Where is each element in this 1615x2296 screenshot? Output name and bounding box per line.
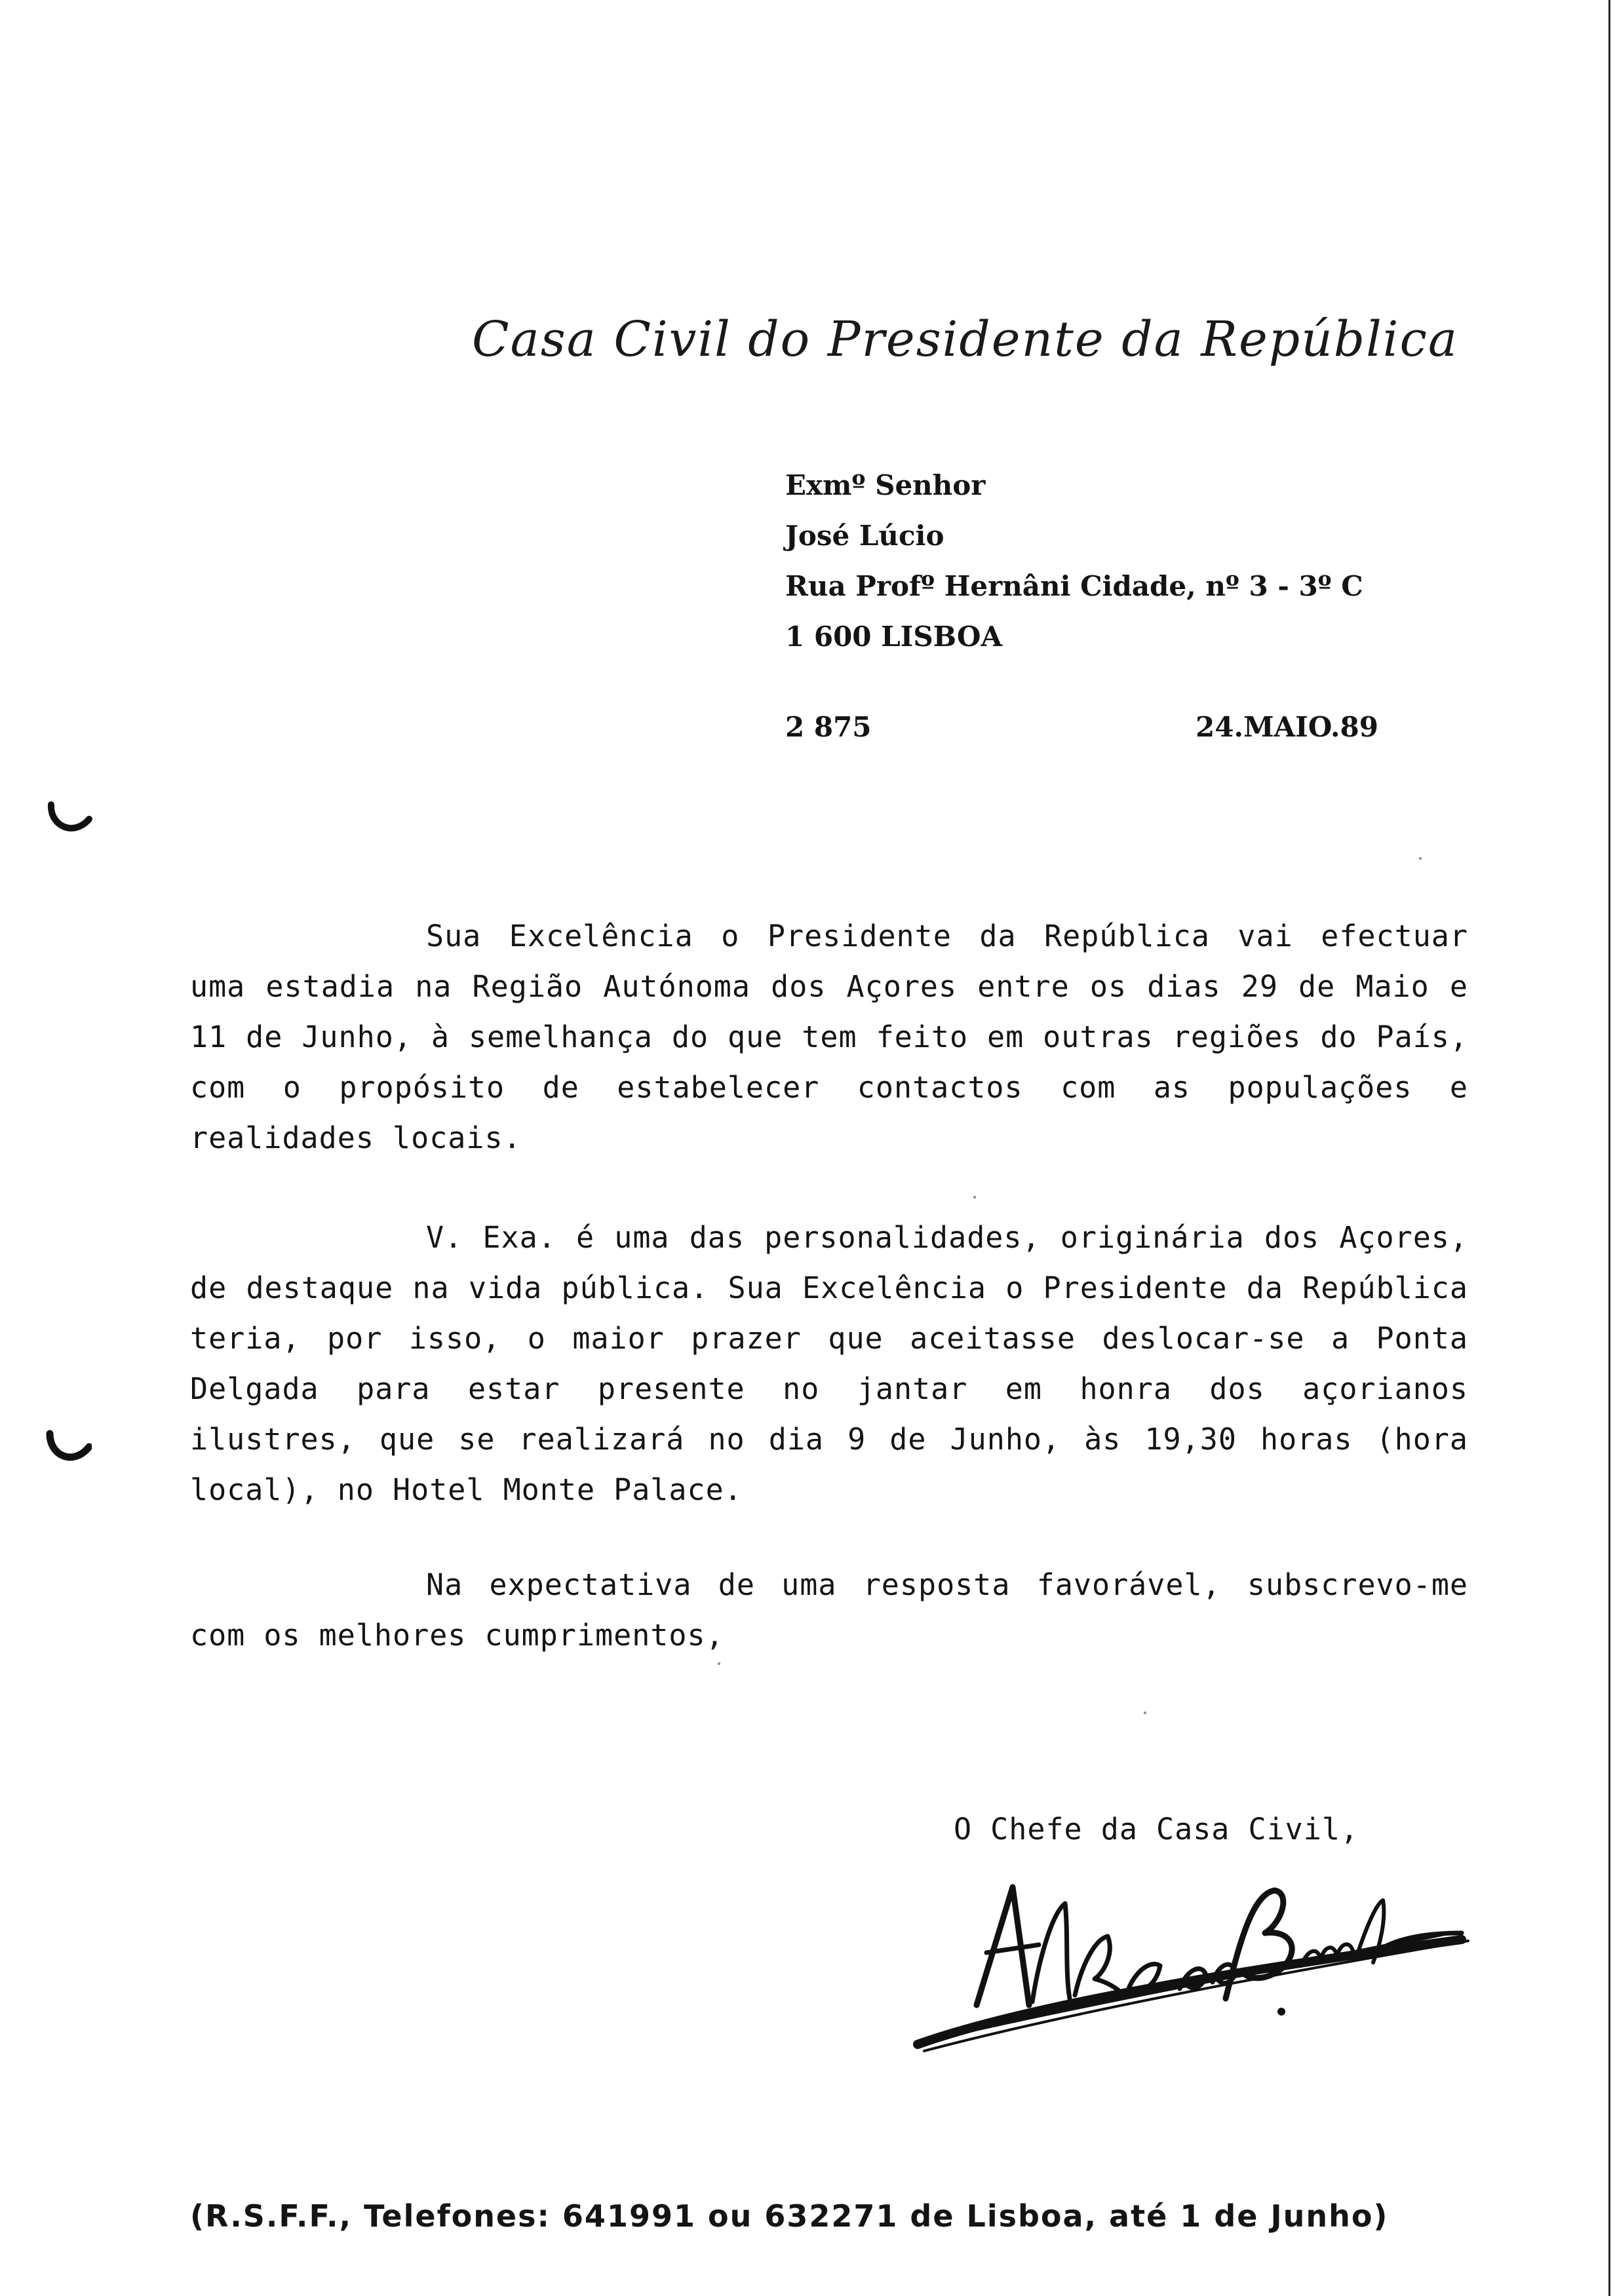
- recipient-name: José Lúcio: [785, 520, 944, 552]
- letter-date: 24.MAIO.89: [1196, 711, 1378, 743]
- paper-speck: [718, 1662, 720, 1665]
- reference-number: 2 875: [785, 711, 872, 743]
- signature: [898, 1841, 1475, 2071]
- body-paragraph-1: Sua Excelência o Presidente da República vai efectuar uma estadia na Região Autónoma dos Açores entre os dias 29 de Maio e 11 de Junho, à semelhança do que tem feito em outras regiões do País, com o propósito de estabelecer contactos com as populações e realidades locais.: [190, 919, 1468, 1155]
- body-paragraph-3: Na expectativa de uma resposta favorável, subscrevo-me com os melhores cumprimentos,: [190, 1567, 1468, 1653]
- paper-speck: [973, 1196, 976, 1198]
- body-paragraph-2: V. Exa. é uma das personalidades, originária dos Açores, de destaque na vida pública. Sua Excelência o Presidente da República teria, por isso, o maior prazer que aceitasse deslocar-se a Ponta Delgada para estar presente no jantar em honra dos açorianos ilustres, que se realizará no dia 9 de Junho, às 19,30 horas (hora local), no Hotel Monte Palace.: [190, 1220, 1468, 1507]
- closing-title: O Chefe da Casa Civil,: [954, 1812, 1359, 1846]
- recipient-address: [785, 460, 1363, 662]
- punch-hole-icon: [46, 1428, 92, 1468]
- paper-speck: [1144, 1712, 1146, 1714]
- page-edge-line: [1608, 0, 1610, 2296]
- footer-note: (R.S.F.F., Telefones: 641991 ou 632271 de Lisboa, até 1 de Junho): [190, 2198, 1389, 2234]
- punch-hole-icon: [47, 799, 93, 839]
- letterhead: Casa Civil do Presidente da República: [472, 311, 1459, 368]
- recipient-city: 1 600 LISBOA: [785, 621, 1003, 653]
- recipient-street: Rua Profº Hernâni Cidade, nº 3 - 3º C: [785, 570, 1363, 602]
- paper-speck: [1419, 857, 1422, 860]
- recipient-salutation: Exmº Senhor: [785, 469, 986, 501]
